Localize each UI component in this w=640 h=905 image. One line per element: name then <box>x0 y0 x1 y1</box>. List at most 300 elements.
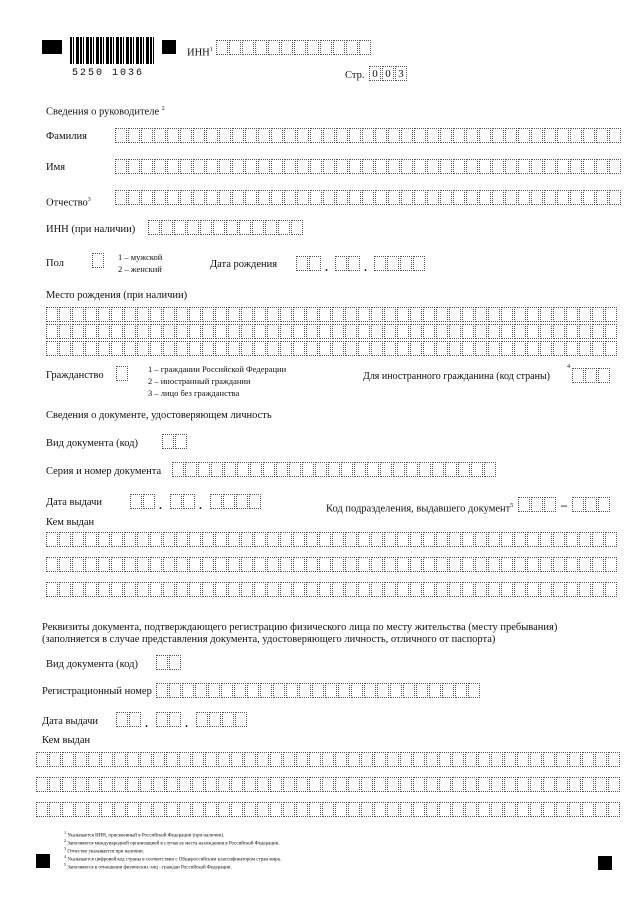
input-cell[interactable] <box>371 324 383 339</box>
input-cell[interactable] <box>595 777 607 792</box>
input-cell[interactable] <box>436 532 448 547</box>
input-cell[interactable] <box>328 462 340 477</box>
birth-year-cells[interactable] <box>374 256 426 271</box>
input-cell[interactable] <box>306 307 318 322</box>
input-cell[interactable] <box>390 683 402 698</box>
dept-code-cells-1[interactable] <box>518 497 557 512</box>
input-cell[interactable] <box>312 683 324 698</box>
input-cell[interactable] <box>267 307 279 322</box>
input-cell[interactable] <box>401 190 413 205</box>
input-cell[interactable] <box>293 557 305 572</box>
input-cell[interactable] <box>232 159 244 174</box>
input-cell[interactable] <box>527 557 539 572</box>
input-cell[interactable] <box>426 802 438 817</box>
input-cell[interactable] <box>310 128 322 143</box>
input-cell[interactable] <box>228 582 240 597</box>
input-cell[interactable] <box>127 802 139 817</box>
input-cell[interactable] <box>358 341 370 356</box>
reg-doc-issued-by-row-1[interactable] <box>36 752 621 767</box>
input-cell[interactable] <box>585 497 597 512</box>
input-cell[interactable] <box>210 494 222 509</box>
surname-cells[interactable] <box>115 128 622 143</box>
input-cell[interactable] <box>273 683 285 698</box>
input-cell[interactable] <box>223 494 235 509</box>
input-cell[interactable] <box>323 190 335 205</box>
input-cell[interactable] <box>380 462 392 477</box>
input-cell[interactable] <box>205 802 217 817</box>
input-cell[interactable] <box>453 190 465 205</box>
input-cell[interactable] <box>414 128 426 143</box>
input-cell[interactable] <box>140 802 152 817</box>
input-cell[interactable] <box>361 777 373 792</box>
input-cell[interactable] <box>98 582 110 597</box>
input-cell[interactable] <box>189 532 201 547</box>
input-cell[interactable] <box>215 307 227 322</box>
input-cell[interactable] <box>163 324 175 339</box>
input-cell[interactable] <box>505 190 517 205</box>
input-cell[interactable] <box>150 341 162 356</box>
input-cell[interactable] <box>384 341 396 356</box>
input-cell[interactable] <box>465 777 477 792</box>
input-cell[interactable] <box>232 190 244 205</box>
input-cell[interactable] <box>241 307 253 322</box>
input-cell[interactable] <box>358 532 370 547</box>
input-cell[interactable] <box>371 532 383 547</box>
input-cell[interactable] <box>349 159 361 174</box>
input-cell[interactable] <box>410 582 422 597</box>
input-cell[interactable] <box>501 582 513 597</box>
input-cell[interactable] <box>423 324 435 339</box>
input-cell[interactable] <box>462 307 474 322</box>
input-cell[interactable] <box>572 368 584 383</box>
input-cell[interactable] <box>491 752 503 767</box>
input-cell[interactable] <box>468 683 480 698</box>
input-cell[interactable] <box>278 220 290 235</box>
input-cell[interactable] <box>491 802 503 817</box>
input-cell[interactable] <box>284 190 296 205</box>
input-cell[interactable] <box>167 159 179 174</box>
input-cell[interactable] <box>397 557 409 572</box>
input-cell[interactable] <box>517 777 529 792</box>
input-cell[interactable] <box>384 582 396 597</box>
input-cell[interactable] <box>75 752 87 767</box>
input-cell[interactable] <box>98 324 110 339</box>
input-cell[interactable] <box>267 557 279 572</box>
input-cell[interactable] <box>416 683 428 698</box>
input-cell[interactable] <box>244 802 256 817</box>
input-cell[interactable] <box>169 655 181 670</box>
input-cell[interactable] <box>154 159 166 174</box>
input-cell[interactable] <box>176 324 188 339</box>
input-cell[interactable] <box>166 777 178 792</box>
input-cell[interactable] <box>154 190 166 205</box>
input-cell[interactable] <box>137 324 149 339</box>
input-cell[interactable] <box>458 462 470 477</box>
input-cell[interactable] <box>410 557 422 572</box>
input-cell[interactable] <box>579 341 591 356</box>
id-doc-year-cells[interactable] <box>210 494 262 509</box>
input-cell[interactable] <box>140 777 152 792</box>
input-cell[interactable] <box>209 712 221 727</box>
input-cell[interactable] <box>59 307 71 322</box>
input-cell[interactable] <box>332 557 344 572</box>
input-cell[interactable] <box>124 324 136 339</box>
input-cell[interactable] <box>254 532 266 547</box>
input-cell[interactable] <box>228 532 240 547</box>
input-cell[interactable] <box>267 532 279 547</box>
input-cell[interactable] <box>85 532 97 547</box>
input-cell[interactable] <box>98 341 110 356</box>
input-cell[interactable] <box>566 341 578 356</box>
input-cell[interactable] <box>361 802 373 817</box>
input-cell[interactable] <box>309 777 321 792</box>
input-cell[interactable] <box>596 128 608 143</box>
input-cell[interactable] <box>172 462 184 477</box>
reg-doc-issued-by-row-3[interactable] <box>36 802 621 817</box>
input-cell[interactable] <box>393 462 405 477</box>
input-cell[interactable] <box>169 712 181 727</box>
input-cell[interactable] <box>338 683 350 698</box>
input-cell[interactable] <box>219 128 231 143</box>
input-cell[interactable] <box>193 128 205 143</box>
input-cell[interactable] <box>309 256 321 271</box>
input-cell[interactable] <box>215 341 227 356</box>
input-cell[interactable] <box>462 341 474 356</box>
input-cell[interactable] <box>322 777 334 792</box>
input-cell[interactable] <box>180 128 192 143</box>
input-cell[interactable] <box>427 190 439 205</box>
input-cell[interactable] <box>553 324 565 339</box>
input-cell[interactable] <box>517 802 529 817</box>
input-cell[interactable] <box>582 802 594 817</box>
input-cell[interactable] <box>228 324 240 339</box>
input-cell[interactable] <box>319 324 331 339</box>
input-cell[interactable] <box>583 190 595 205</box>
input-cell[interactable] <box>462 532 474 547</box>
input-cell[interactable] <box>527 307 539 322</box>
input-cell[interactable] <box>161 220 173 235</box>
input-cell[interactable] <box>527 324 539 339</box>
input-cell[interactable] <box>466 128 478 143</box>
input-cell[interactable] <box>362 128 374 143</box>
input-cell[interactable] <box>75 802 87 817</box>
input-cell[interactable] <box>270 802 282 817</box>
input-cell[interactable] <box>345 532 357 547</box>
input-cell[interactable] <box>345 341 357 356</box>
input-cell[interactable] <box>488 307 500 322</box>
reg-doc-day-cells[interactable] <box>116 712 142 727</box>
input-cell[interactable] <box>608 777 620 792</box>
input-cell[interactable] <box>235 712 247 727</box>
input-cell[interactable] <box>231 802 243 817</box>
input-cell[interactable] <box>258 190 270 205</box>
input-cell[interactable] <box>189 341 201 356</box>
input-cell[interactable] <box>226 220 238 235</box>
input-cell[interactable] <box>544 190 556 205</box>
input-cell[interactable] <box>605 532 617 547</box>
input-cell[interactable] <box>176 341 188 356</box>
input-cell[interactable] <box>241 557 253 572</box>
input-cell[interactable] <box>271 128 283 143</box>
input-cell[interactable] <box>570 159 582 174</box>
input-cell[interactable] <box>62 802 74 817</box>
input-cell[interactable] <box>150 307 162 322</box>
input-cell[interactable] <box>307 40 319 55</box>
input-cell[interactable] <box>46 532 58 547</box>
input-cell[interactable] <box>208 683 220 698</box>
input-cell[interactable] <box>465 752 477 767</box>
input-cell[interactable] <box>36 752 48 767</box>
input-cell[interactable] <box>174 220 186 235</box>
input-cell[interactable] <box>387 256 399 271</box>
input-cell[interactable] <box>504 752 516 767</box>
input-cell[interactable] <box>267 582 279 597</box>
input-cell[interactable] <box>566 324 578 339</box>
input-cell[interactable] <box>202 307 214 322</box>
input-cell[interactable] <box>453 159 465 174</box>
input-cell[interactable] <box>59 532 71 547</box>
input-cell[interactable] <box>124 532 136 547</box>
input-cell[interactable] <box>115 128 127 143</box>
input-cell[interactable] <box>579 307 591 322</box>
input-cell[interactable] <box>59 582 71 597</box>
reg-doc-type-cells[interactable] <box>156 655 182 670</box>
input-cell[interactable] <box>530 802 542 817</box>
inn-cells[interactable] <box>216 40 372 55</box>
input-cell[interactable] <box>320 40 332 55</box>
input-cell[interactable] <box>397 532 409 547</box>
input-cell[interactable] <box>124 557 136 572</box>
input-cell[interactable] <box>501 324 513 339</box>
input-cell[interactable] <box>397 324 409 339</box>
input-cell[interactable] <box>189 557 201 572</box>
input-cell[interactable] <box>249 494 261 509</box>
input-cell[interactable] <box>163 532 175 547</box>
input-cell[interactable] <box>384 307 396 322</box>
input-cell[interactable] <box>196 712 208 727</box>
input-cell[interactable] <box>232 128 244 143</box>
input-cell[interactable] <box>371 307 383 322</box>
input-cell[interactable] <box>595 752 607 767</box>
input-cell[interactable] <box>296 752 308 767</box>
id-doc-issued-by-row-2[interactable] <box>46 557 618 572</box>
input-cell[interactable] <box>410 341 422 356</box>
input-cell[interactable] <box>319 582 331 597</box>
input-cell[interactable] <box>141 128 153 143</box>
input-cell[interactable] <box>257 802 269 817</box>
input-cell[interactable] <box>189 582 201 597</box>
input-cell[interactable] <box>582 752 594 767</box>
input-cell[interactable] <box>514 532 526 547</box>
input-cell[interactable] <box>518 128 530 143</box>
input-cell[interactable] <box>183 494 195 509</box>
input-cell[interactable] <box>358 557 370 572</box>
input-cell[interactable] <box>215 582 227 597</box>
input-cell[interactable] <box>609 190 621 205</box>
input-cell[interactable] <box>374 256 386 271</box>
input-cell[interactable] <box>442 683 454 698</box>
input-cell[interactable] <box>362 159 374 174</box>
sex-cell[interactable] <box>92 253 105 268</box>
input-cell[interactable] <box>570 190 582 205</box>
input-cell[interactable] <box>518 159 530 174</box>
input-cell[interactable] <box>540 582 552 597</box>
input-cell[interactable] <box>530 752 542 767</box>
input-cell[interactable] <box>426 777 438 792</box>
input-cell[interactable] <box>245 128 257 143</box>
input-cell[interactable] <box>179 752 191 767</box>
input-cell[interactable] <box>306 341 318 356</box>
input-cell[interactable] <box>228 557 240 572</box>
input-cell[interactable] <box>367 462 379 477</box>
input-cell[interactable] <box>592 582 604 597</box>
input-cell[interactable] <box>388 128 400 143</box>
input-cell[interactable] <box>569 752 581 767</box>
input-cell[interactable] <box>219 159 231 174</box>
input-cell[interactable] <box>254 307 266 322</box>
input-cell[interactable] <box>137 557 149 572</box>
input-cell[interactable] <box>148 220 160 235</box>
input-cell[interactable] <box>540 307 552 322</box>
input-cell[interactable] <box>85 307 97 322</box>
input-cell[interactable] <box>163 557 175 572</box>
input-cell[interactable] <box>189 324 201 339</box>
id-doc-day-cells[interactable] <box>130 494 156 509</box>
input-cell[interactable] <box>215 532 227 547</box>
input-cell[interactable] <box>241 582 253 597</box>
input-cell[interactable] <box>46 307 58 322</box>
input-cell[interactable] <box>452 777 464 792</box>
input-cell[interactable] <box>583 159 595 174</box>
birth-month-cells[interactable] <box>335 256 361 271</box>
input-cell[interactable] <box>471 462 483 477</box>
input-cell[interactable] <box>156 712 168 727</box>
input-cell[interactable] <box>88 752 100 767</box>
input-cell[interactable] <box>540 557 552 572</box>
input-cell[interactable] <box>162 434 174 449</box>
input-cell[interactable] <box>281 40 293 55</box>
input-cell[interactable] <box>449 341 461 356</box>
input-cell[interactable] <box>410 532 422 547</box>
input-cell[interactable] <box>46 582 58 597</box>
input-cell[interactable] <box>245 190 257 205</box>
input-cell[interactable] <box>72 341 84 356</box>
input-cell[interactable] <box>185 462 197 477</box>
input-cell[interactable] <box>608 802 620 817</box>
input-cell[interactable] <box>449 582 461 597</box>
input-cell[interactable] <box>72 324 84 339</box>
input-cell[interactable] <box>187 220 199 235</box>
input-cell[interactable] <box>216 40 228 55</box>
input-cell[interactable] <box>88 777 100 792</box>
input-cell[interactable] <box>504 777 516 792</box>
input-cell[interactable] <box>371 557 383 572</box>
input-cell[interactable] <box>501 532 513 547</box>
input-cell[interactable] <box>579 557 591 572</box>
input-cell[interactable] <box>150 324 162 339</box>
input-cell[interactable] <box>85 582 97 597</box>
input-cell[interactable] <box>124 582 136 597</box>
input-cell[interactable] <box>566 307 578 322</box>
input-cell[interactable] <box>397 582 409 597</box>
input-cell[interactable] <box>166 752 178 767</box>
input-cell[interactable] <box>310 159 322 174</box>
input-cell[interactable] <box>452 802 464 817</box>
input-cell[interactable] <box>556 752 568 767</box>
input-cell[interactable] <box>170 494 182 509</box>
input-cell[interactable] <box>358 324 370 339</box>
input-cell[interactable] <box>596 190 608 205</box>
input-cell[interactable] <box>85 324 97 339</box>
input-cell[interactable] <box>406 462 418 477</box>
input-cell[interactable] <box>592 324 604 339</box>
input-cell[interactable] <box>153 777 165 792</box>
input-cell[interactable] <box>299 683 311 698</box>
input-cell[interactable] <box>166 802 178 817</box>
input-cell[interactable] <box>543 802 555 817</box>
input-cell[interactable] <box>176 557 188 572</box>
input-cell[interactable] <box>280 341 292 356</box>
input-cell[interactable] <box>92 253 104 268</box>
input-cell[interactable] <box>401 159 413 174</box>
input-cell[interactable] <box>570 128 582 143</box>
input-cell[interactable] <box>462 582 474 597</box>
input-cell[interactable] <box>501 557 513 572</box>
input-cell[interactable] <box>530 777 542 792</box>
input-cell[interactable] <box>462 324 474 339</box>
input-cell[interactable] <box>193 190 205 205</box>
input-cell[interactable] <box>154 128 166 143</box>
input-cell[interactable] <box>302 462 314 477</box>
input-cell[interactable] <box>566 557 578 572</box>
input-cell[interactable] <box>206 128 218 143</box>
input-cell[interactable] <box>582 777 594 792</box>
input-cell[interactable] <box>479 128 491 143</box>
input-cell[interactable] <box>127 752 139 767</box>
input-cell[interactable] <box>309 752 321 767</box>
input-cell[interactable] <box>572 497 584 512</box>
input-cell[interactable] <box>293 341 305 356</box>
input-cell[interactable] <box>514 557 526 572</box>
input-cell[interactable] <box>297 159 309 174</box>
input-cell[interactable] <box>375 159 387 174</box>
input-cell[interactable] <box>514 324 526 339</box>
input-cell[interactable] <box>484 462 496 477</box>
input-cell[interactable] <box>254 341 266 356</box>
input-cell[interactable] <box>345 582 357 597</box>
input-cell[interactable] <box>101 752 113 767</box>
input-cell[interactable] <box>244 752 256 767</box>
input-cell[interactable] <box>449 532 461 547</box>
input-cell[interactable] <box>280 532 292 547</box>
input-cell[interactable] <box>252 220 264 235</box>
input-cell[interactable] <box>228 341 240 356</box>
input-cell[interactable] <box>478 802 490 817</box>
input-cell[interactable] <box>540 532 552 547</box>
input-cell[interactable] <box>605 582 617 597</box>
input-cell[interactable] <box>553 341 565 356</box>
input-cell[interactable] <box>293 324 305 339</box>
input-cell[interactable] <box>294 40 306 55</box>
input-cell[interactable] <box>205 752 217 767</box>
input-cell[interactable] <box>72 582 84 597</box>
input-cell[interactable] <box>271 159 283 174</box>
input-cell[interactable] <box>351 683 363 698</box>
input-cell[interactable] <box>254 557 266 572</box>
inn-optional-cells[interactable] <box>148 220 304 235</box>
input-cell[interactable] <box>341 462 353 477</box>
input-cell[interactable] <box>569 802 581 817</box>
